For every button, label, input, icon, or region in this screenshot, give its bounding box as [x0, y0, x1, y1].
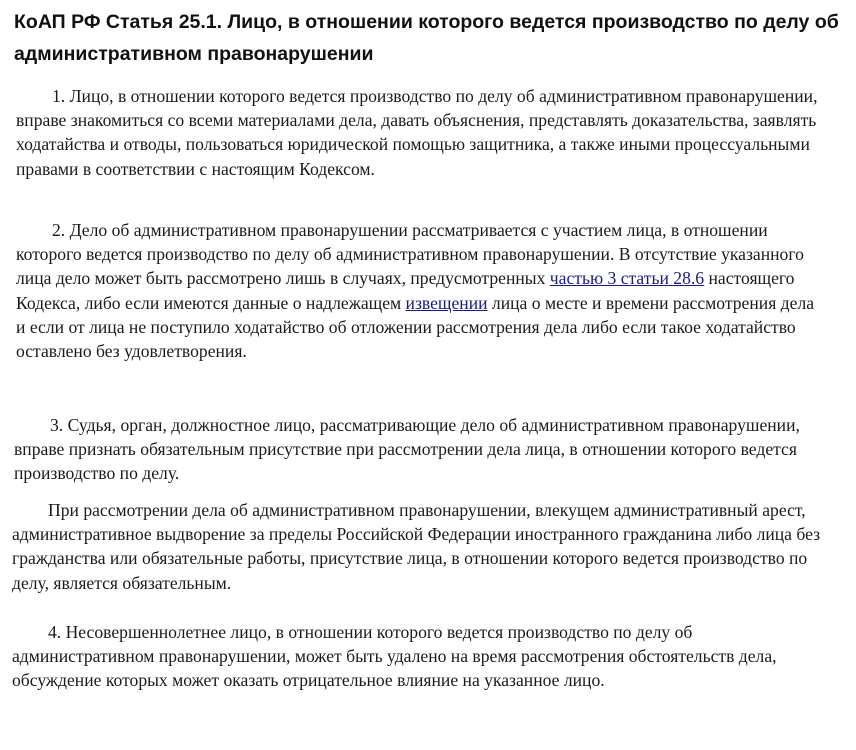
paragraph-2-text-a: 2. Дело об административном правонарушении рассматривается с участием лица, в отношении которого ведется производство по делу об административном правонарушении. В отсутствие указанного лица дело может быть рассмотрено лишь в случаях, предусмотренных: [16, 220, 804, 289]
paragraph-3-continuation: При рассмотрении дела об административном правонарушении, влекущем административный арест, административное выдворение за пределы Российской Федерации иностранного гражданина либо лица без гражданства или обязательные работы, присутствие лица, в отношении которого ведется производство по делу, является обязательным.: [12, 500, 821, 593]
paragraph-2-text-c: лица о месте и времени рассмотрения дела и если от лица не поступило ходатайство об отложении рассмотрения дела либо если такое ходатайство оставлено без удовлетворения.: [16, 292, 815, 362]
paragraph-4: 4. Несовершеннолетнее лицо, в отношении которого ведется производство по делу об административном правонарушении, может быть удалено на время рассмотрения обстоятельств дела, обсуждение которых может оказать отрицательное влияние на указанное лицо.: [12, 622, 777, 691]
paragraph-2: [16, 218, 824, 363]
article-title: КоАП РФ Статья 25.1. Лицо, в отношении которого ведется производство по делу об административном правонарушении: [14, 11, 839, 65]
paragraph-3: 3. Судья, орган, должностное лицо, рассматривающие дело об административном правонарушении, вправе признать обязательным присутствие при рассмотрении дела лица, в отношении которого ведется производство по делу.: [14, 415, 800, 484]
paragraph-2-text-b: настоящего Кодекса, либо если имеются данные о надлежащем: [16, 268, 795, 313]
link-notification[interactable]: извещении: [405, 292, 488, 313]
link-part-3-article-28-6[interactable]: частью 3 статьи 28.6: [549, 268, 705, 289]
paragraph-1: 1. Лицо, в отношении которого ведется производство по делу об административном правонарушении, вправе знакомиться со всеми материалами дела, давать объяснения, представлять доказательства, заявлять ходатайства и отводы, пользоваться юридической помощью защитника, а также иными процессуальными правами в соответствии с настоящим Кодексом.: [16, 86, 818, 179]
